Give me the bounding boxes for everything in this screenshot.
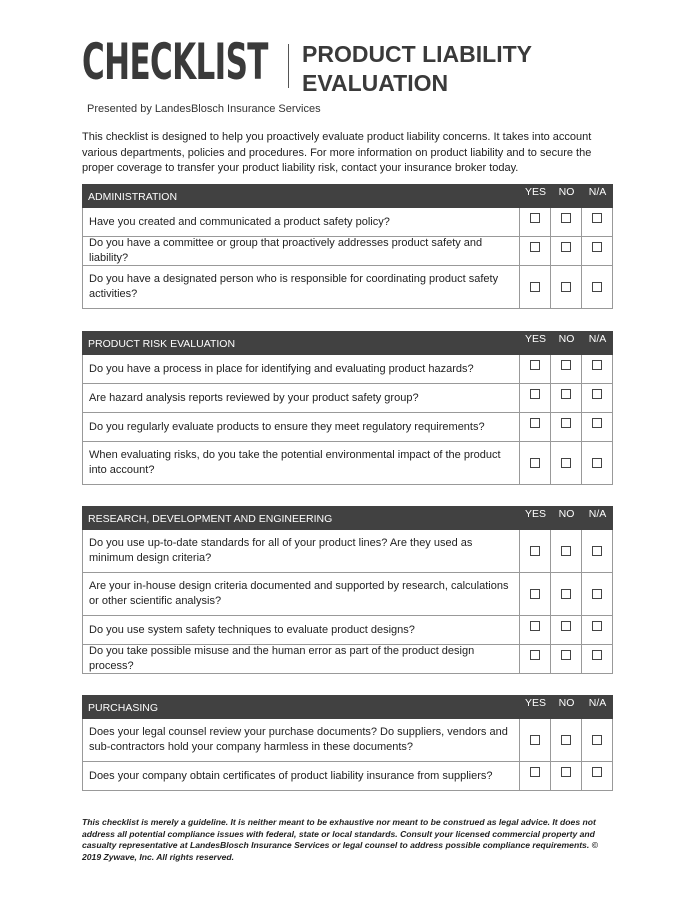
no-cell: [550, 266, 581, 308]
section-title: PRODUCT RISK EVALUATION: [88, 338, 236, 350]
question-row: [82, 719, 613, 762]
yes-checkbox[interactable]: [530, 389, 540, 399]
disclaimer: This checklist is merely a guideline. It is neither meant to be exhaustive nor meant to be construed as legal advice. It does not address all potential compliance issues with federal, state or local standards. Consult your licensed commercial property and casualty representative at LandesBlosch Insurance Services or legal counsel to address possible compliance requirements. © 2019 Zywave, Inc. All rights reserved.: [82, 817, 598, 862]
yes-cell: [519, 208, 550, 236]
yes-checkbox[interactable]: [530, 360, 540, 370]
question-row: [82, 208, 613, 237]
column-header-no: NO: [558, 186, 575, 198]
na-cell: [581, 384, 612, 412]
na-cell: [581, 616, 612, 644]
yes-checkbox[interactable]: [530, 650, 540, 660]
question-text: Does your legal counsel review your purchase documents? Do suppliers, vendors and sub-contractors hold your company harmless in these documents?: [89, 726, 508, 753]
na-cell: [581, 719, 612, 761]
question-text: Do you use system safety techniques to evaluate product designs?: [89, 623, 415, 636]
yes-cell: [519, 530, 550, 572]
column-header-no: NO: [558, 333, 575, 345]
question-row: [82, 237, 613, 266]
question-text: Do you regularly evaluate products to ensure they meet regulatory requirements?: [89, 420, 485, 433]
na-cell: [581, 266, 612, 308]
no-checkbox[interactable]: [561, 242, 571, 252]
section-header: [82, 184, 613, 208]
na-cell: [581, 442, 612, 484]
question-text: Are your in-house design criteria documented and supported by research, calculations or other scientific analysis?: [89, 580, 509, 607]
no-checkbox[interactable]: [561, 767, 571, 777]
no-cell: [550, 413, 581, 441]
question-row: [82, 266, 613, 309]
yes-checkbox[interactable]: [530, 546, 540, 556]
section-header: [82, 331, 613, 355]
document-title: [302, 40, 532, 98]
yes-checkbox[interactable]: [530, 242, 540, 252]
na-checkbox[interactable]: [592, 242, 602, 252]
no-checkbox[interactable]: [561, 589, 571, 599]
no-cell: [550, 616, 581, 644]
question-row: [82, 413, 613, 442]
question-row: [82, 573, 613, 616]
question-text: When evaluating risks, do you take the potential environmental impact of the product into account?: [89, 449, 501, 476]
yes-checkbox[interactable]: [530, 213, 540, 223]
na-cell: [581, 762, 612, 790]
question-row: [82, 616, 613, 645]
no-cell: [550, 573, 581, 615]
title-divider: [288, 44, 289, 88]
column-header-yes: YES: [524, 697, 546, 709]
yes-cell: [519, 573, 550, 615]
na-checkbox[interactable]: [592, 458, 602, 468]
column-header-na: N/A: [588, 333, 607, 345]
yes-checkbox[interactable]: [530, 589, 540, 599]
column-header-no: NO: [558, 697, 575, 709]
no-cell: [550, 237, 581, 265]
yes-cell: [519, 719, 550, 761]
section-title: PURCHASING: [88, 702, 159, 714]
yes-cell: [519, 762, 550, 790]
question-row: [82, 355, 613, 384]
no-checkbox[interactable]: [561, 418, 571, 428]
no-cell: [550, 762, 581, 790]
question-text: Do you have a designated person who is responsible for coordinating product safety activities?: [89, 273, 499, 300]
column-header-na: N/A: [588, 697, 607, 709]
yes-checkbox[interactable]: [530, 621, 540, 631]
intro-paragraph: This checklist is designed to help you proactively evaluate product liability concerns. It takes into account various departments, policies and procedures. For more information on product liability and to secure the proper coverage to transfer your product liability risk, contact your insurance broker today.: [82, 131, 592, 174]
no-checkbox[interactable]: [561, 213, 571, 223]
na-checkbox[interactable]: [592, 282, 602, 292]
yes-cell: [519, 266, 550, 308]
section-research-development-and-engineering: [82, 506, 613, 674]
question-row: [82, 762, 613, 791]
no-cell: [550, 208, 581, 236]
title-line-2: EVALUATION: [302, 70, 449, 96]
na-checkbox[interactable]: [592, 389, 602, 399]
question-text: Do you take possible misuse and the human error as part of the product design process?: [89, 645, 475, 672]
section-title: RESEARCH, DEVELOPMENT AND ENGINEERING: [88, 513, 333, 525]
no-checkbox[interactable]: [561, 621, 571, 631]
column-header-yes: YES: [524, 333, 546, 345]
no-checkbox[interactable]: [561, 546, 571, 556]
question-row: [82, 530, 613, 573]
no-checkbox[interactable]: [561, 735, 571, 745]
yes-cell: [519, 237, 550, 265]
checklist-heading: CHECKLIST: [82, 33, 268, 91]
no-checkbox[interactable]: [561, 282, 571, 292]
na-checkbox[interactable]: [592, 650, 602, 660]
no-cell: [550, 645, 581, 673]
na-checkbox[interactable]: [592, 360, 602, 370]
question-text: Do you use up-to-date standards for all of your product lines? Are they used as minimum design criteria?: [89, 537, 473, 564]
yes-checkbox[interactable]: [530, 767, 540, 777]
column-header-yes: YES: [524, 508, 546, 520]
title-line-1: PRODUCT LIABILITY: [302, 41, 532, 67]
no-checkbox[interactable]: [561, 458, 571, 468]
section-header: [82, 506, 613, 530]
question-text: Do you have a process in place for identifying and evaluating product hazards?: [89, 362, 474, 375]
na-cell: [581, 413, 612, 441]
na-cell: [581, 645, 612, 673]
column-header-no: NO: [558, 508, 575, 520]
na-checkbox[interactable]: [592, 589, 602, 599]
presented-by: Presented by LandesBlosch Insurance Services: [87, 103, 321, 115]
question-row: [82, 645, 613, 674]
column-header-yes: YES: [524, 186, 546, 198]
no-cell: [550, 384, 581, 412]
na-cell: [581, 237, 612, 265]
na-checkbox[interactable]: [592, 213, 602, 223]
na-cell: [581, 530, 612, 572]
column-header-na: N/A: [588, 508, 607, 520]
yes-cell: [519, 355, 550, 383]
no-checkbox[interactable]: [561, 389, 571, 399]
yes-cell: [519, 413, 550, 441]
no-checkbox[interactable]: [561, 360, 571, 370]
na-cell: [581, 355, 612, 383]
question-text: Does your company obtain certificates of product liability insurance from suppliers?: [89, 769, 493, 782]
yes-cell: [519, 616, 550, 644]
section-administration: [82, 184, 613, 309]
question-text: Do you have a committee or group that proactively addresses product safety and liability?: [89, 237, 483, 264]
yes-checkbox[interactable]: [530, 458, 540, 468]
yes-cell: [519, 384, 550, 412]
no-cell: [550, 442, 581, 484]
question-text: Are hazard analysis reports reviewed by your product safety group?: [89, 391, 419, 404]
yes-checkbox[interactable]: [530, 282, 540, 292]
yes-checkbox[interactable]: [530, 735, 540, 745]
no-cell: [550, 530, 581, 572]
column-header-na: N/A: [588, 186, 607, 198]
yes-cell: [519, 442, 550, 484]
na-checkbox[interactable]: [592, 621, 602, 631]
yes-cell: [519, 645, 550, 673]
na-checkbox[interactable]: [592, 735, 602, 745]
na-cell: [581, 573, 612, 615]
na-checkbox[interactable]: [592, 767, 602, 777]
no-cell: [550, 719, 581, 761]
question-text: Have you created and communicated a product safety policy?: [89, 215, 390, 228]
na-cell: [581, 208, 612, 236]
section-product-risk-evaluation: [82, 331, 613, 485]
section-title: ADMINISTRATION: [88, 191, 178, 203]
no-checkbox[interactable]: [561, 650, 571, 660]
na-checkbox[interactable]: [592, 546, 602, 556]
yes-checkbox[interactable]: [530, 418, 540, 428]
na-checkbox[interactable]: [592, 418, 602, 428]
section-purchasing: [82, 695, 613, 791]
question-row: [82, 442, 613, 485]
section-header: [82, 695, 613, 719]
question-row: [82, 384, 613, 413]
no-cell: [550, 355, 581, 383]
